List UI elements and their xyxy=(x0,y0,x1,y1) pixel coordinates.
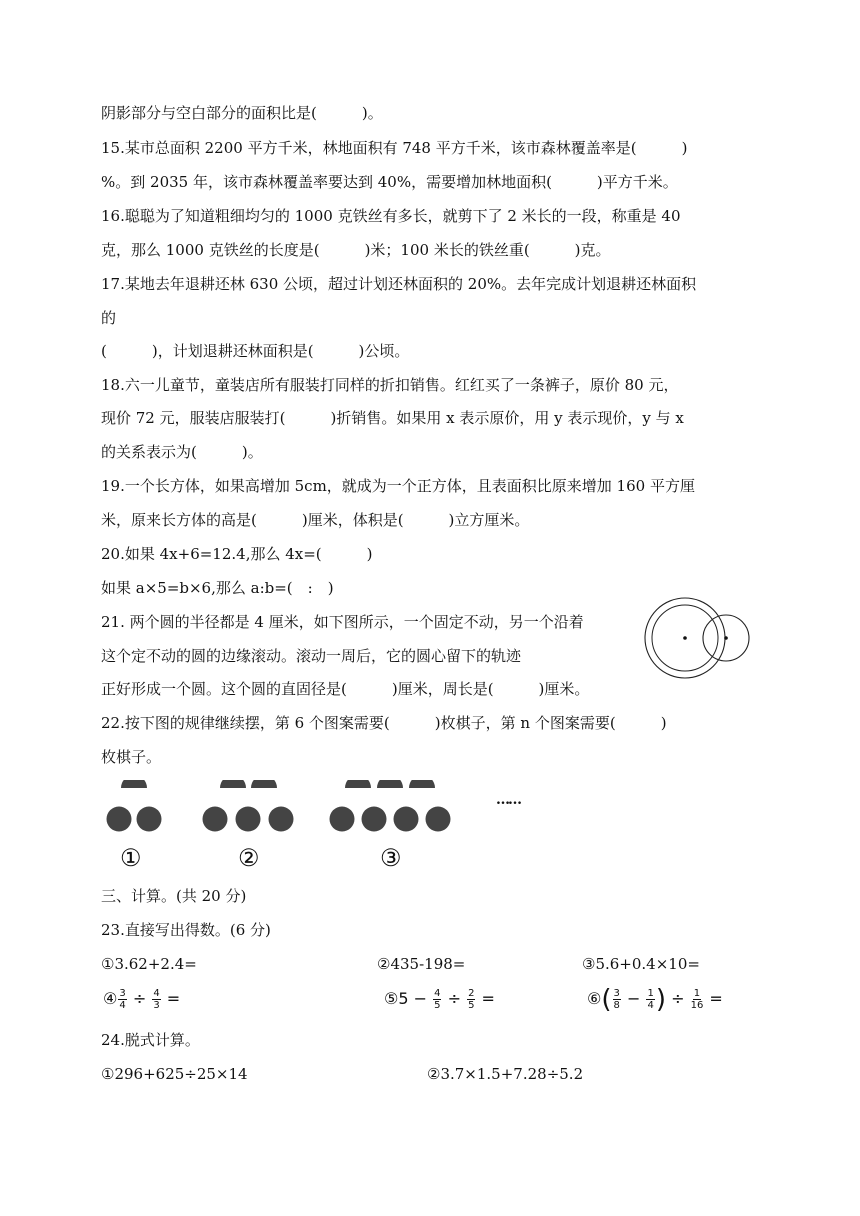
q23-item-5: ⑤5 − $\frac{4}{5}$ ÷ $\frac{2}{5}$ = xyxy=(384,988,495,1011)
pattern-2 xyxy=(203,780,294,832)
question-15-line2: %。到 2035 年，该市森林覆盖率要达到 40%，需要增加林地面积( )平方千米。 xyxy=(101,173,678,191)
fraction: $\frac{3}{8}$ xyxy=(613,988,620,1011)
pattern-label-3: ③ xyxy=(380,844,402,872)
chess-piece xyxy=(394,807,419,832)
q23-item-2: ②435-198= xyxy=(377,955,466,973)
chess-piece xyxy=(409,780,435,788)
question-22-line1: 22.按下图的规律继续摆，第 6 个图案需要( )枚棋子，第 n 个图案需要( ) xyxy=(101,714,667,732)
item-index: ⑥ xyxy=(587,989,602,1008)
chess-piece xyxy=(236,807,261,832)
q24-item-1: ①296+625÷25×14 xyxy=(101,1065,248,1083)
fixed-circle-center xyxy=(683,636,687,640)
question-20-line1: 20.如果 4x+6=12.4,那么 4x=( ) xyxy=(101,545,373,563)
chess-piece xyxy=(251,780,277,788)
question-17-line1: 17.某地去年退耕还林 630 公顷，超过计划还林面积的 20%。去年完成计划退耕还林面积 xyxy=(101,275,697,293)
question-text: 阴影部分与空白部分的面积比是( )。 xyxy=(101,104,383,122)
question-19-line1: 19.一个长方体，如果高增加 5cm，就成为一个正方体，且表面积比原来增加 160 平方厘 xyxy=(101,477,695,495)
item-index: ⑤ xyxy=(384,989,399,1008)
chess-piece xyxy=(121,780,147,788)
chess-pattern-figure xyxy=(100,780,540,840)
chess-piece xyxy=(362,807,387,832)
question-18-line1: 18.六一儿童节，童装店所有服装打同样的折扣销售。红红买了一条裤子，原价 80 元， xyxy=(101,376,679,394)
question-21-line2: 这个定不动的圆的边缘滚动。滚动一周后，它的圆心留下的轨迹 xyxy=(101,647,522,665)
q23-item-1: ①3.62+2.4= xyxy=(101,955,197,973)
question-18-line2: 现价 72 元，服装店服装打( )折销售。如果用 x 表示原价，用 y 表示现价，y 与 x xyxy=(101,409,684,427)
fraction: $\frac{1}{4}$ xyxy=(647,988,654,1011)
chess-piece xyxy=(330,807,355,832)
question-18-line3: 的关系表示为( )。 xyxy=(101,443,263,461)
q23-item-6: ⑥( $\frac{3}{8}$ − $\frac{1}{4}$ ) ÷ $\frac{1}{16}$ = xyxy=(587,984,723,1015)
question-20-line2: 如果 a×5=b×6,那么 a:b=( : ) xyxy=(101,579,334,597)
fraction: $\frac{3}{4}$ xyxy=(119,988,126,1011)
section-three-title: 三、计算。(共 20 分) xyxy=(101,887,247,905)
fraction: $\frac{1}{16}$ xyxy=(690,988,704,1011)
chess-piece xyxy=(220,780,246,788)
pattern-1 xyxy=(107,780,162,832)
chess-piece xyxy=(269,807,294,832)
q23-item-4: ④ $\frac{3}{4}$ ÷ $\frac{4}{3}$ = xyxy=(103,988,181,1011)
item-index: ④ xyxy=(103,989,118,1008)
rolling-circle-center xyxy=(724,636,728,640)
question-21-line1: 21. 两个圆的半径都是 4 厘米，如下图所示，一个固定不动，另一个沿着 xyxy=(101,613,584,631)
fraction: $\frac{4}{5}$ xyxy=(434,988,441,1011)
pattern-ellipsis: …… xyxy=(496,792,520,808)
pattern-label-1: ① xyxy=(120,844,142,872)
question-22-line2: 枚棋子。 xyxy=(101,748,162,766)
chess-piece xyxy=(426,807,451,832)
chess-piece xyxy=(377,780,403,788)
chess-piece xyxy=(137,807,162,832)
two-circles-figure xyxy=(638,595,758,695)
q23-item-3: ③5.6+0.4×10= xyxy=(582,955,700,973)
question-16-line2: 克，那么 1000 克铁丝的长度是( )米；100 米长的铁丝重( )克。 xyxy=(101,241,611,259)
question-24-title: 24.脱式计算。 xyxy=(101,1031,200,1049)
question-23-title: 23.直接写出得数。(6 分) xyxy=(101,921,271,939)
fraction: $\frac{4}{3}$ xyxy=(153,988,160,1011)
pattern-label-2: ② xyxy=(238,844,260,872)
question-16-line1: 16.聪聪为了知道粗细均匀的 1000 克铁丝有多长，就剪下了 2 米长的一段，称重是 40 xyxy=(101,207,681,225)
chess-piece xyxy=(345,780,371,788)
fraction: $\frac{2}{5}$ xyxy=(468,988,475,1011)
q24-item-2: ②3.7×1.5+7.28÷5.2 xyxy=(427,1065,584,1083)
question-21-line3: 正好形成一个圆。这个圆的直固径是( )厘米，周长是( )厘米。 xyxy=(101,680,590,698)
question-17-line3: ( )，计划退耕还林面积是( )公顷。 xyxy=(101,342,410,360)
chess-piece xyxy=(203,807,228,832)
chess-piece xyxy=(107,807,132,832)
pattern-3 xyxy=(330,780,451,832)
question-15-line1: 15.某市总面积 2200 平方千米，林地面积有 748 平方千米，该市森林覆盖率是( ) xyxy=(101,139,688,157)
question-17-line2: 的 xyxy=(101,309,117,327)
question-19-line2: 米，原来长方体的高是( )厘米，体积是( )立方厘米。 xyxy=(101,511,530,529)
